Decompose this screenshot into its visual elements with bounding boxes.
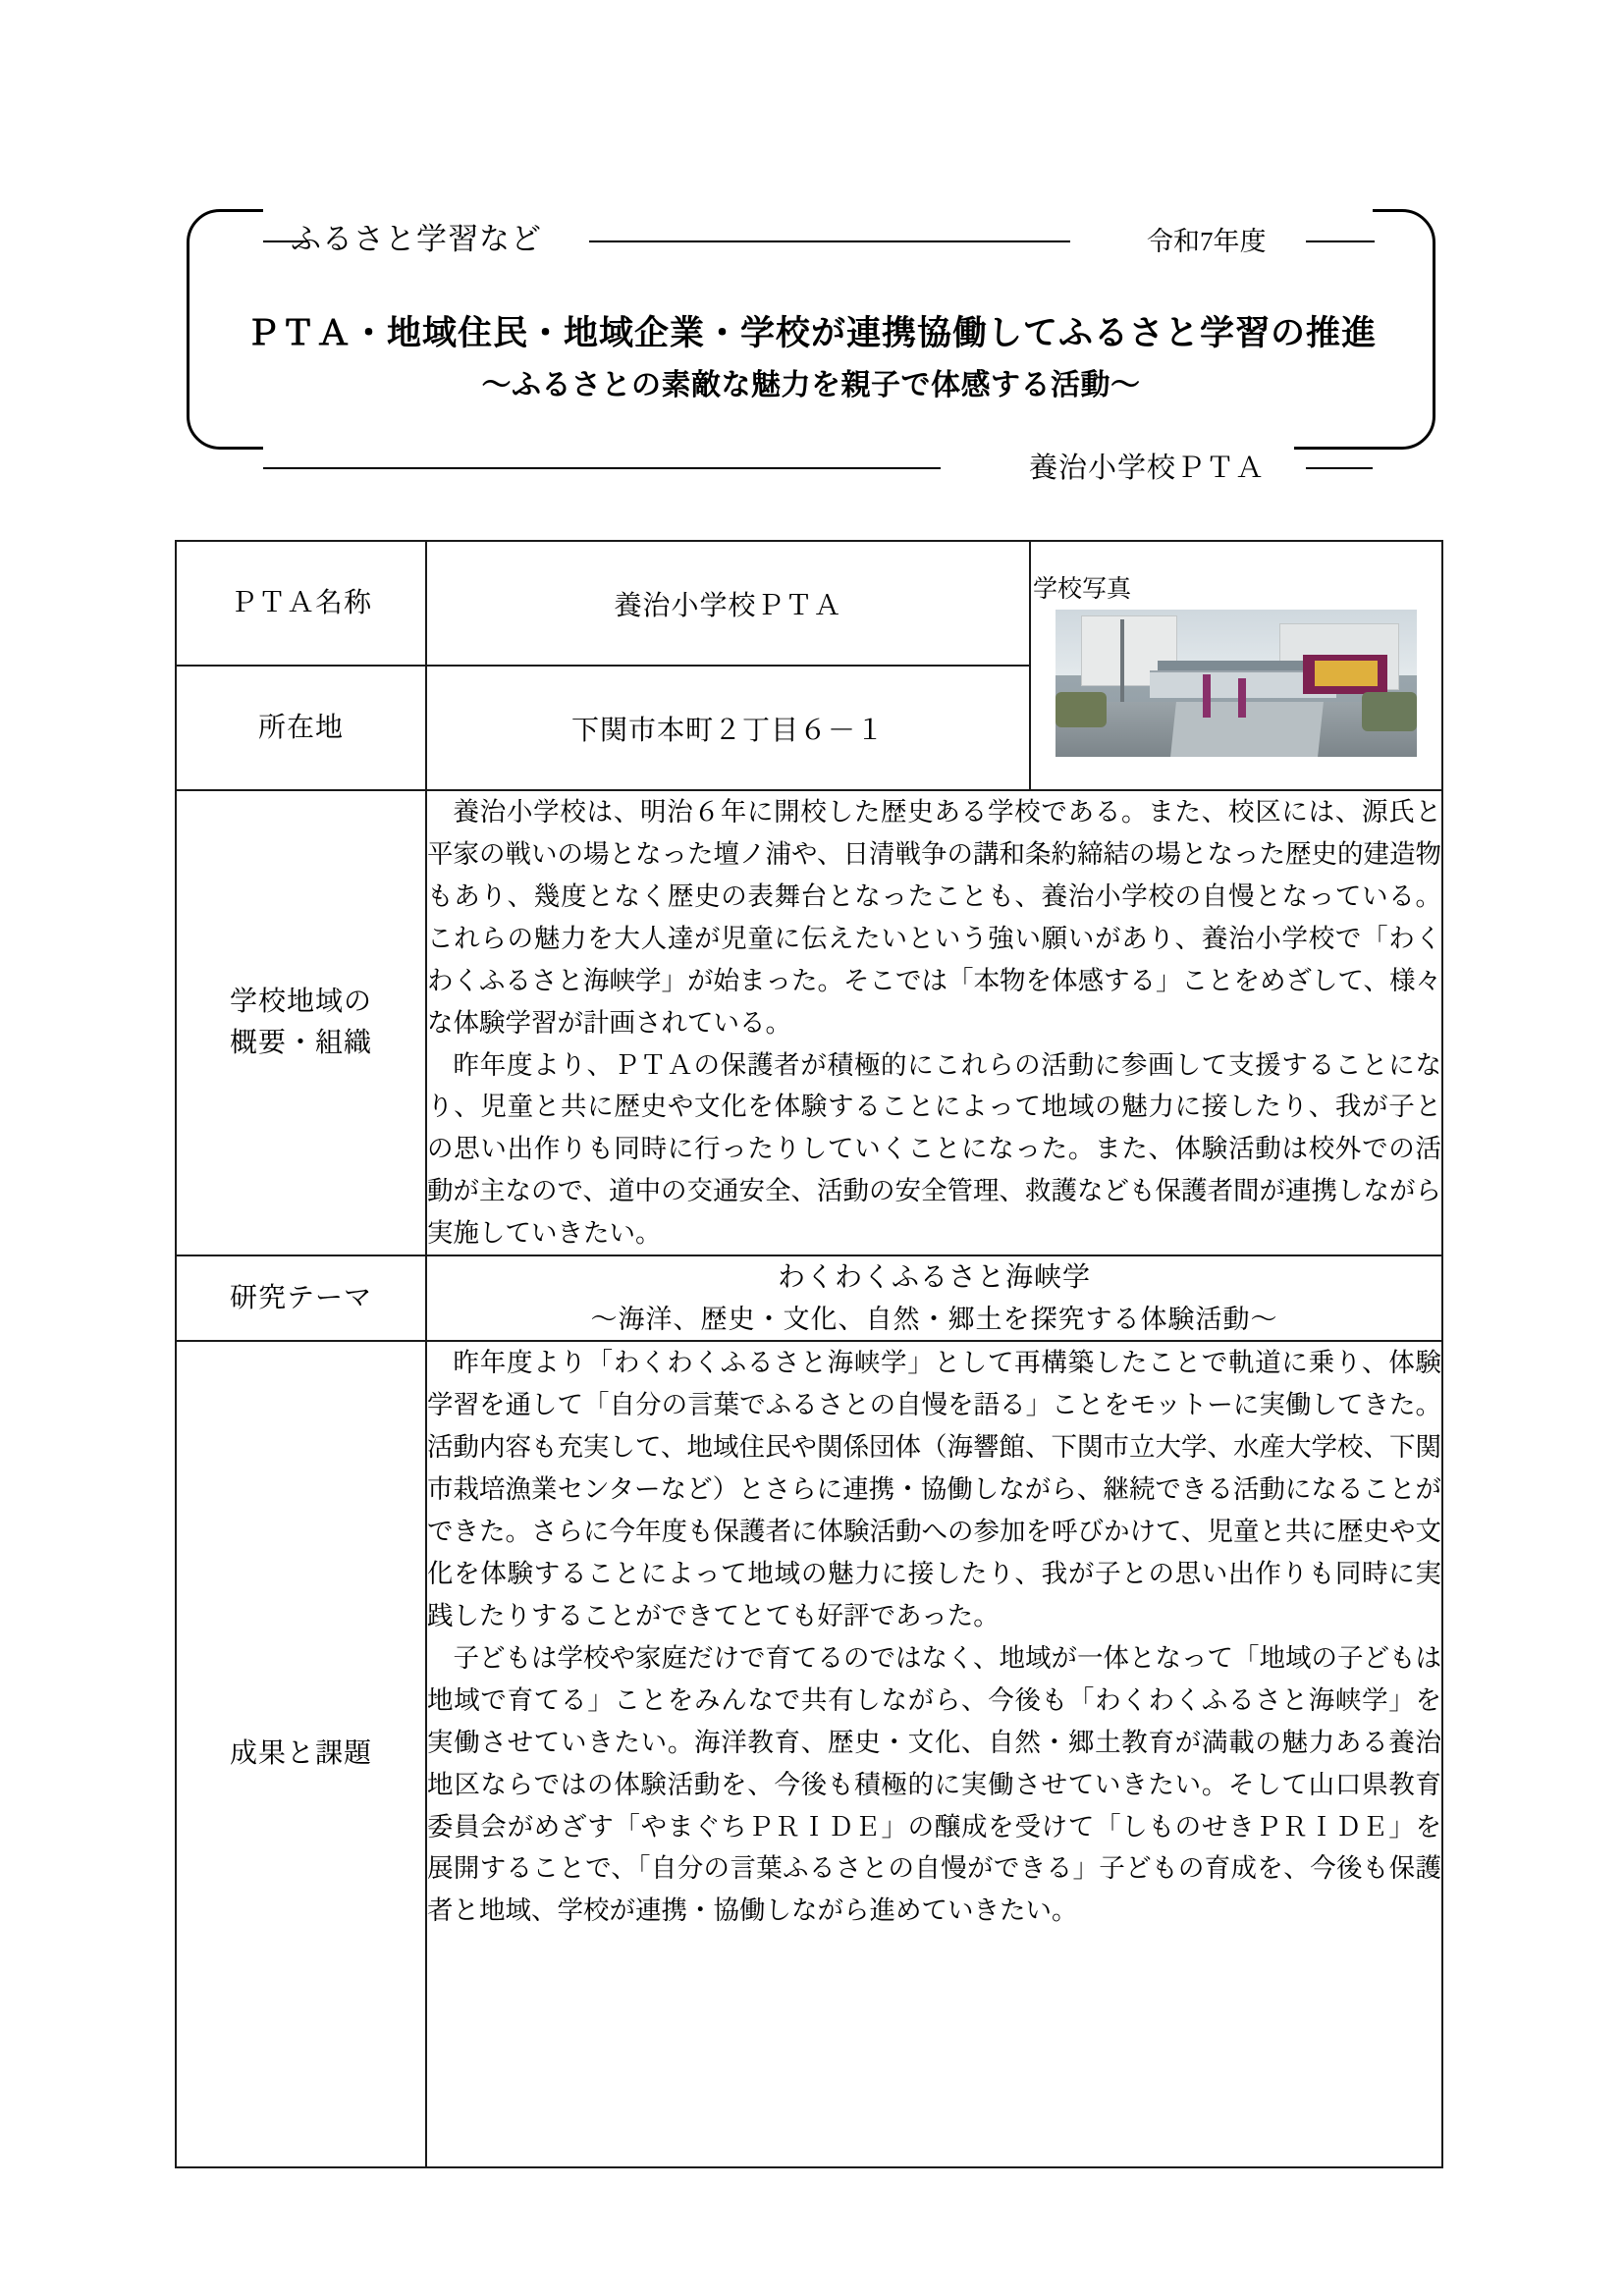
photo-post-left <box>1203 674 1211 718</box>
school-photo-label: 学校写真 <box>1033 576 1132 604</box>
organization-name: 養治小学校ＰＴＡ <box>1029 453 1266 484</box>
photo-shrub-right <box>1362 692 1417 731</box>
table-row-overview <box>176 790 1442 1255</box>
table-row-pta-name <box>176 541 1442 666</box>
overview-label <box>176 790 426 1255</box>
address-label: 所在地 <box>176 666 426 790</box>
report-table <box>175 540 1443 2168</box>
banner-rule-top-middle <box>589 240 1070 242</box>
theme-value <box>426 1255 1442 1341</box>
banner-rule-top-right <box>1306 240 1375 242</box>
pta-name-value: 養治小学校ＰＴＡ <box>426 541 1030 666</box>
photo-post-right <box>1238 678 1246 718</box>
overview-label-line1: 学校地域の <box>229 987 372 1018</box>
table-row-results <box>176 1341 1442 2167</box>
overview-paragraph-1: 養治小学校は、明治６年に開校した歴史ある学校である。また、校区には、源氏と平家の戦いの場となった壇ノ浦や、日清戦争の講和条約締結の場となった歴史的建造物もあり、幾度となく歴史の表舞台となったことも、養治小学校の自慢となっている。これらの魅力を大人達が児童に伝えたいという強い願いがあり、養治小学校で「わくわくふるさと海峡学」が始まった。そこでは「本物を体感する」ことをめざして、様々な体験学習が計画されている。 <box>427 797 1441 1038</box>
overview-label-line2: 概要・組織 <box>229 1028 372 1059</box>
overview-paragraph-2: 昨年度より、ＰＴＡの保護者が積極的にこれらの活動に参画して支援することになり、児童と共に歴史や文化を体験することによって地域の魅力に接したり、我が子との思い出作りも同時に行ったりしていくことになった。また、体験活動は校外での活動が主なので、道中の交通安全、活動の安全管理、救護なども保護者間が連携しながら実施していきたい。 <box>427 1049 1441 1249</box>
theme-label: 研究テーマ <box>176 1255 426 1341</box>
school-photo-cell <box>1030 541 1442 790</box>
photo-banner-sign-inner <box>1315 661 1378 686</box>
banner-rule-bottom-left <box>263 467 941 469</box>
photo-shrub-left <box>1056 692 1107 727</box>
results-label: 成果と課題 <box>176 1341 426 2167</box>
theme-line-1: わくわくふるさと海峡学 <box>777 1262 1091 1294</box>
banner-rule-bottom-right <box>1306 467 1373 469</box>
category-label: ふるさと学習など <box>291 222 542 256</box>
address-value: 下関市本町２丁目６－１ <box>426 666 1030 790</box>
school-photo-image <box>1056 610 1417 757</box>
overview-text <box>426 790 1442 1255</box>
results-paragraph-1: 昨年度より「わくわくふるさと海峡学」として再構築したことで軌道に乗り、体験学習を通して「自分の言葉でふるさとの自慢を語る」ことをモットーに実働してきた。活動内容も充実して、地域住民や関係団体（海響館、下関市立大学、水産大学校、下関市栽培漁業センターなど）とさらに連携・協働しながら、継続できる活動になることができた。さらに今年度も保護者に体験活動への参加を呼びかけて、児童と共に歴史や文化を体験することによって地域の魅力に接したり、我が子との思い出作りも同時に実践したりすることができてとても好評であった。 <box>427 1348 1441 1630</box>
pta-name-label: ＰＴＡ名称 <box>176 541 426 666</box>
photo-walkway <box>1170 702 1324 757</box>
year-label: 令和7年度 <box>1147 227 1267 256</box>
results-paragraph-2: 子どもは学校や家庭だけで育てるのではなく、地域が一体となって「地域の子どもは地域で育てる」ことをみんなで共有しながら、今後も「わくわくふるさと海峡学」を実働させていきたい。海洋教育、歴史・文化、自然・郷土教育が満載の魅力ある養治地区ならではの体験活動を、今後も積極的に実働させていきたい。そして山口県教育委員会がめざす「やまぐちＰＲＩＤＥ」の醸成を受けて「しものせきＰＲＩＤＥ」を展開することで、「自分の言葉ふるさとの自慢ができる」子どもの育成を、今後も保護者と地域、学校が連携・協働しながら進めていきたい。 <box>427 1642 1442 1926</box>
results-text <box>426 1341 1442 2167</box>
page-title: ＰＴＡ・地域住民・地域企業・学校が連携協働してふるさと学習の推進 <box>244 314 1377 352</box>
page-subtitle: ～ふるさとの素敵な魅力を親子で体感する活動～ <box>481 369 1141 401</box>
table-row-theme <box>176 1255 1442 1341</box>
theme-line-2: ～海洋、歴史・文化、自然・郷土を探究する体験活動～ <box>590 1304 1278 1334</box>
